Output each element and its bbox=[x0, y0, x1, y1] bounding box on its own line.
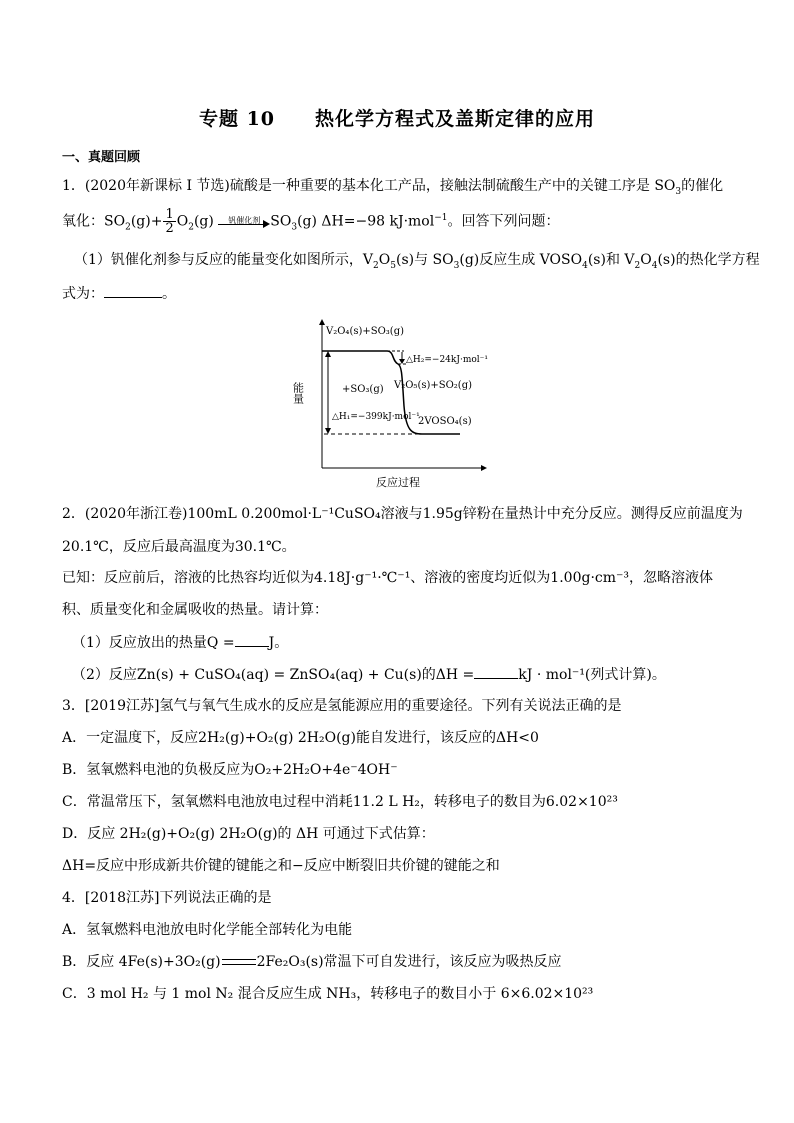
q1-part1-line1: （1）钒催化剂参与反应的能量变化如图所示，$V_2O_5(s)$与 $SO_3(g)$反应生成 $VOSO_4(s)$和 $V_2O_4(s)$的热化学方程 bbox=[74, 252, 760, 271]
q3-option-d-formula: ΔH=反应中形成新共价键的键能之和−反应中断裂旧共价键的键能之和 bbox=[62, 858, 500, 874]
title-text: 热化学方程式及盖斯定律的应用 bbox=[315, 108, 596, 130]
answer-blank[interactable] bbox=[474, 664, 518, 679]
q2-part2: （2）反应Zn(s) + CuSO₄(aq) = ZnSO₄(aq) + Cu(s)的ΔH = kJ · mol⁻¹(列式计算)。 bbox=[72, 664, 752, 685]
q4-option-a: A．氢氧燃料电池放电时化学能全部转化为电能 bbox=[62, 922, 353, 938]
q3-option-a: A．一定温度下，反应2H₂(g)+O₂(g) 2H₂O(g)能自发进行，该反应的ΔH<0 bbox=[62, 730, 539, 746]
q3-option-c: C．常温常压下，氢氧燃料电池放电过程中消耗11.2 L H₂，转移电子的数目为6.02×10²³ bbox=[62, 794, 618, 810]
bottom-label: 2VOSO₄(s) bbox=[418, 416, 472, 427]
so3-label: +SO₃(g) bbox=[342, 384, 384, 395]
dh2-label: △H₂=−24kJ·mol⁻¹ bbox=[406, 355, 489, 365]
q1-line2: 氧化：$SO_2(g)+$ $\frac{1}{2}$ $O_2(g)$ 钒催化剂 $SO_3(g)$ ΔH=−98 kJ·mol$^{-1}$。回答下列问题： bbox=[62, 207, 560, 236]
q3-option-b: B．氢氧燃料电池的负极反应为O₂+2H₂O+4e⁻4OH⁻ bbox=[62, 762, 398, 778]
equals-arrow-icon bbox=[222, 959, 256, 965]
top-label: V₂O₄(s)+SO₃(g) bbox=[326, 326, 405, 337]
answer-blank[interactable] bbox=[235, 632, 269, 647]
q3-option-d: D．反应 2H₂(g)+O₂(g) 2H₂O(g)的 ΔH 可通过下式估算： bbox=[62, 826, 435, 842]
q2-part1: （1）反应放出的热量Q = J。 bbox=[72, 632, 752, 653]
q1-line1: 1．(2020年新课标 I 节选)硫酸是一种重要的基本化工产品，接触法制硫酸生产中的关键工序是 $SO_3$的催化 bbox=[62, 178, 724, 197]
q4-option-b: B．反应 4Fe(s)+3O₂(g) 2Fe₂O₃(s)常温下可自发进行，该反应为吸热反应 bbox=[62, 954, 562, 970]
catalyst-arrow-icon: 钒催化剂 bbox=[218, 215, 270, 229]
q4-option-c: C．3 mol H₂ 与 1 mol N₂ 混合反应生成 NH₃，转移电子的数目小于 6×6.02×10²³ bbox=[62, 986, 594, 1002]
q2-line1: 2．(2020年浙江卷)100mL 0.200mol·L⁻¹CuSO₄溶液与1.95g锌粉在量热计中充分反应。测得反应前温度为 bbox=[62, 506, 743, 522]
answer-blank[interactable] bbox=[104, 283, 162, 298]
dh1-label: △H₁=−399kJ·mol⁻¹ bbox=[332, 412, 420, 422]
q2-line2: 20.1℃，反应后最高温度为30.1℃。 bbox=[62, 539, 296, 555]
fraction-half: $\frac{1}{2}$ bbox=[165, 207, 174, 236]
energy-diagram bbox=[291, 316, 504, 492]
q2-line4: 积、质量变化和金属吸收的热量。请计算： bbox=[62, 602, 328, 618]
mid-label: V₂O₅(s)+SO₂(g) bbox=[394, 380, 473, 391]
title-number: 专题 10 bbox=[198, 108, 276, 130]
q3-stem: 3．[2019江苏]氢气与氧气生成水的反应是氢能源应用的重要途径。下列有关说法正确的是 bbox=[62, 698, 622, 714]
section-heading: 一、真题回顾 bbox=[62, 150, 141, 165]
q1-part1-line2: 式为： 。 bbox=[62, 283, 742, 304]
q4-stem: 4．[2018江苏]下列说法正确的是 bbox=[62, 890, 272, 906]
y-axis-label: 能量 bbox=[291, 382, 305, 404]
x-axis-label: 反应过程 bbox=[376, 476, 420, 489]
q2-line3: 已知：反应前后，溶液的比热容均近似为4.18J·g⁻¹·℃⁻¹、溶液的密度均近似为1.00g·cm⁻³，忽略溶液体 bbox=[62, 570, 714, 586]
page-title bbox=[0, 104, 794, 131]
